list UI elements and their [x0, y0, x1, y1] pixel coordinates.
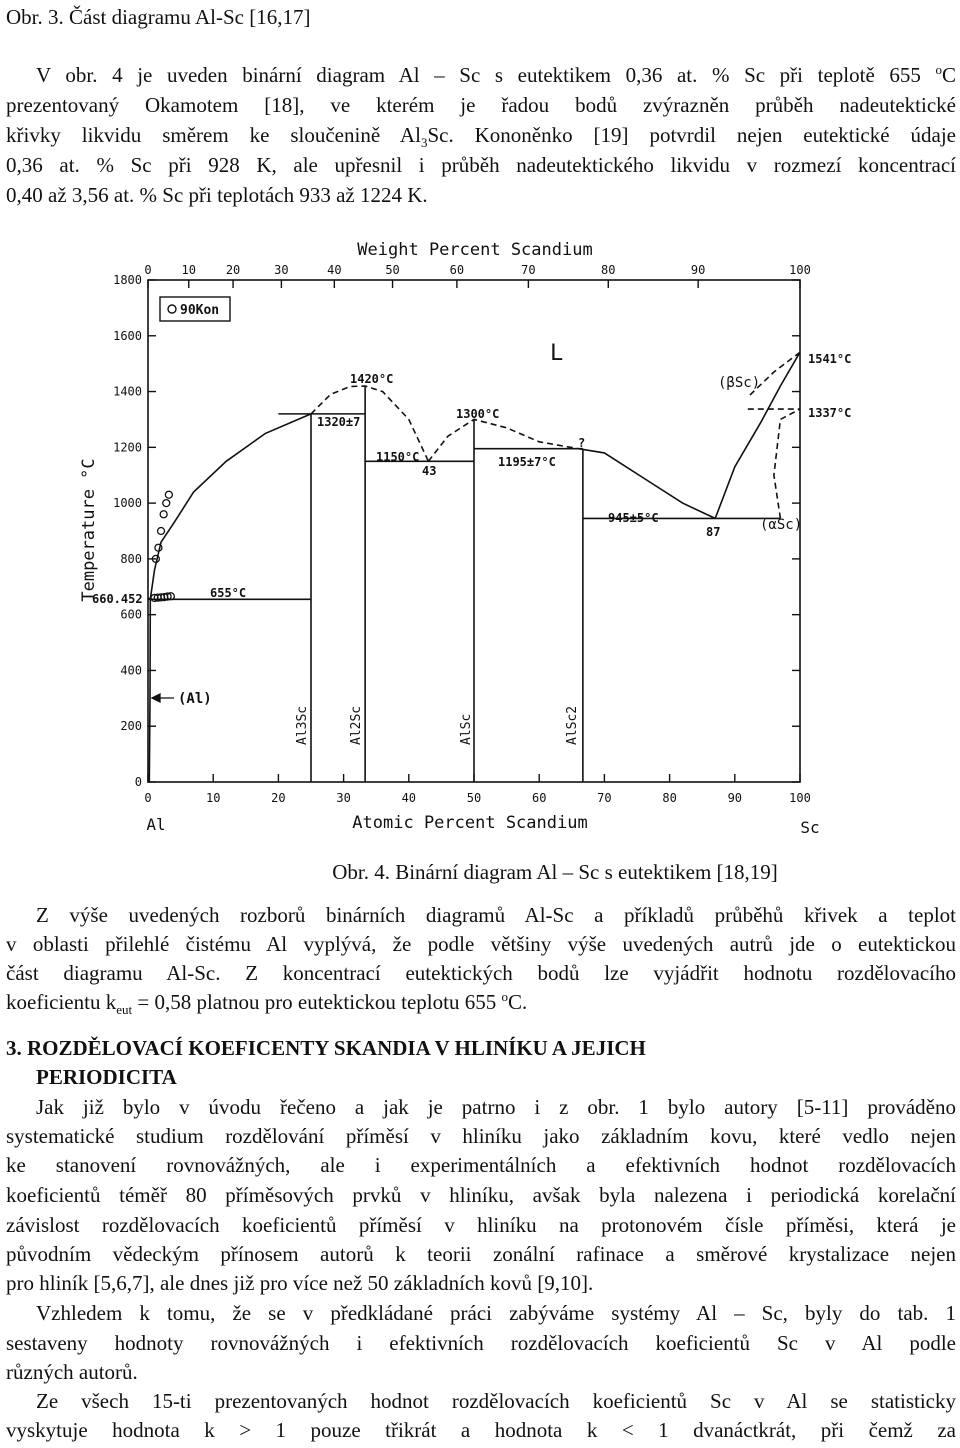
left-element-label: Al	[146, 815, 166, 834]
p4-line-2: sestaveny hodnoty rovnovážných i efektivních rozdělovacích koeficientů Sc v Al podle	[6, 1331, 956, 1355]
y-tick-label: 800	[120, 551, 142, 566]
y-tick-label: 1200	[113, 440, 142, 455]
intro-line-4: 0,36 at. % Sc při 928 K, ale upřesnil i průběh nadeutektického likvidu v rozmezí koncentrací	[6, 153, 956, 177]
bottom-tick-label: 0	[144, 791, 152, 805]
compound-al2sc: Al2Sc	[349, 705, 364, 745]
bottom-tick-label: 10	[205, 791, 221, 805]
intro-line-5: 0,40 až 3,56 at. % Sc při teplotách 933 až 1224 K.	[6, 183, 428, 207]
label-1320: 1320±7	[317, 415, 361, 429]
label-660: 660.452	[92, 592, 143, 606]
right-element-label: Sc	[800, 818, 820, 837]
p3-line-7: pro hliník [5,6,7], ale dnes již pro více než 50 základních kovů [9,10].	[6, 1271, 594, 1295]
al-solvus	[149, 599, 150, 782]
top-tick-label: 20	[225, 263, 241, 277]
p3-line-1: Jak již bylo v úvodu řečeno a jak je patrno i z obr. 1 bylo autory [5-11] prováděno	[36, 1095, 956, 1119]
p3-line-5: závislost rozdělovacích koeficientů příměsí v hliníku na protonovém čísle příměsi, která je	[6, 1213, 956, 1237]
label-1541: 1541°C	[808, 352, 852, 366]
top-tick-label: 40	[327, 263, 342, 277]
arrow-al-phase-head	[152, 694, 160, 702]
compound-alsc2: AlSc2	[565, 705, 580, 745]
label-87: 87	[706, 525, 721, 539]
bottom-tick-label: 100	[789, 791, 811, 805]
top-tick-label: 30	[274, 263, 289, 277]
bottom-tick-label: 80	[662, 791, 677, 805]
label-question: ?	[578, 436, 586, 450]
label-alpha-sc: (αSc)	[760, 517, 803, 533]
kon-data-point	[165, 491, 172, 498]
section-heading-line-1: 3. ROZDĚLOVACÍ KOEFICENTY SKANDIA V HLINÍKU A JEJICH	[6, 1036, 646, 1060]
legend-box	[160, 297, 230, 321]
p3-line-3: ke stanovení rovnovážných, ale i experimentálních a efektivních hodnot rozdělovacích	[6, 1153, 956, 1177]
p4-line-1: Vzhledem k tomu, že se v předkládané práci zabýváme systémy Al – Sc, byly do tab. 1	[36, 1301, 956, 1325]
compound-alsc: AlSc	[459, 713, 474, 745]
p3-line-6: původním vědeckým přínosem autorů k teorii zonální rafinace a směrové krystalizace nejen	[6, 1242, 956, 1266]
al-sc-phase-diagram	[70, 225, 870, 845]
legend-label: 90Kon	[180, 303, 220, 318]
y-tick-label: 1600	[113, 328, 142, 343]
p4-line-3: různých autorů.	[6, 1360, 138, 1384]
bottom-tick-label: 50	[466, 791, 482, 805]
p2-line-3: část diagramu Al-Sc. Z koncentrací eutektických bodů lze vyjádřit hodnotu rozdělovacího	[6, 961, 956, 985]
label-1150: 1150°C	[376, 450, 420, 464]
y-tick-label: 1800	[113, 273, 142, 287]
figure-caption: Obr. 4. Binární diagram Al – Sc s eutektikem [18,19]	[332, 860, 778, 884]
p5-line-2: vyskytuje hodnota k > 1 pouze třikrát a hodnota k < 1 dvanáctkrát, při čemž za	[6, 1418, 956, 1442]
intro-line-2: prezentovaný Okamotem [18], ve kterém je řadou bodů zvýrazněn průběh nadeutektické	[6, 93, 956, 117]
bottom-tick-label: 20	[271, 791, 286, 805]
liquidus-al-side	[150, 414, 311, 599]
top-tick-label: 80	[601, 263, 616, 277]
top-tick-label: 90	[690, 263, 706, 277]
kon-data-point	[158, 528, 165, 535]
label-43: 43	[422, 464, 437, 478]
page-header: Obr. 3. Část diagramu Al-Sc [16,17]	[6, 5, 311, 29]
label-1420: 1420°C	[350, 372, 394, 386]
top-tick-label: 100	[789, 263, 811, 277]
label-1300: 1300°C	[456, 407, 500, 421]
liquidus-alsc2	[578, 449, 715, 519]
bottom-tick-label: 70	[597, 791, 612, 805]
p2-line-2: v oblasti přilehlé čistému Al vyplývá, že podle většiny výše uvedených autrů jde o eutektickou	[6, 932, 956, 956]
top-axis-title: Weight Percent Scandium	[357, 240, 593, 260]
sc-solvus	[774, 409, 800, 518]
label-655: 655°C	[210, 586, 247, 600]
compound-al3sc: Al3Sc	[295, 705, 310, 745]
p3-line-4: koeficientů téměř 80 příměsových prvků v hliníku, avšak byla nalezena i periodická korelační	[6, 1183, 956, 1207]
section-heading-line-2: PERIODICITA	[36, 1065, 177, 1089]
bottom-tick-label: 60	[531, 791, 547, 805]
p3-line-2: systematické studium rozdělování příměsí v hliníku jako základním kovu, které vedlo nejen	[6, 1124, 956, 1148]
top-tick-label: 50	[385, 263, 400, 277]
bottom-tick-label: 90	[727, 791, 743, 805]
p5-line-1: Ze všech 15-ti prezentovaných hodnot rozdělovacích koeficientů Sc v Al se statisticky	[36, 1389, 956, 1413]
y-tick-label: 1400	[113, 384, 142, 399]
p2-line-4: koeficientu $k_{eut} = 0,58$ platnou pro eutektickou teplotu 655 $^o$C.	[6, 989, 528, 1018]
label-945: 945±5°C	[608, 511, 659, 525]
y-tick-label: 600	[120, 607, 142, 622]
kon-data-point	[163, 500, 170, 507]
bottom-tick-label: 30	[336, 791, 351, 805]
kon-data-point	[160, 511, 167, 518]
y-tick-label: 0	[134, 775, 142, 789]
intro-line-1: V obr. 4 je uveden binární diagram Al – Sc s eutektikem 0,36 at. % Sc při teplotě 655 $^o$C	[36, 62, 956, 87]
intro-line-3: křivky likvidu směrem ke sloučenině $Al_3Sc$. Kononěnko [19] potvrdil nejen eutektické údaje	[6, 123, 956, 151]
p2-line-1: Z výše uvedených rozborů binárních diagramů Al-Sc a příkladů průběhů křivek a teplot	[36, 903, 956, 927]
y-tick-label: 1000	[113, 496, 142, 511]
y-tick-label: 400	[120, 663, 142, 678]
bottom-axis-title: Atomic Percent Scandium	[352, 813, 588, 833]
legend-circle-marker	[168, 305, 176, 313]
top-tick-label: 70	[521, 263, 536, 277]
label-1337: 1337°C	[808, 406, 852, 420]
label-beta-sc: (βSc)	[718, 375, 761, 391]
top-tick-label: 0	[144, 263, 152, 277]
top-tick-label: 60	[449, 263, 465, 277]
bottom-tick-label: 40	[401, 791, 417, 805]
y-tick-label: 200	[120, 719, 142, 734]
label-al-phase: (Al)	[178, 691, 212, 707]
y-axis-title: Temperature °C	[79, 458, 99, 602]
label-1195: 1195±7°C	[498, 455, 556, 469]
label-liquid: L	[550, 341, 564, 366]
top-tick-label: 10	[181, 263, 196, 277]
